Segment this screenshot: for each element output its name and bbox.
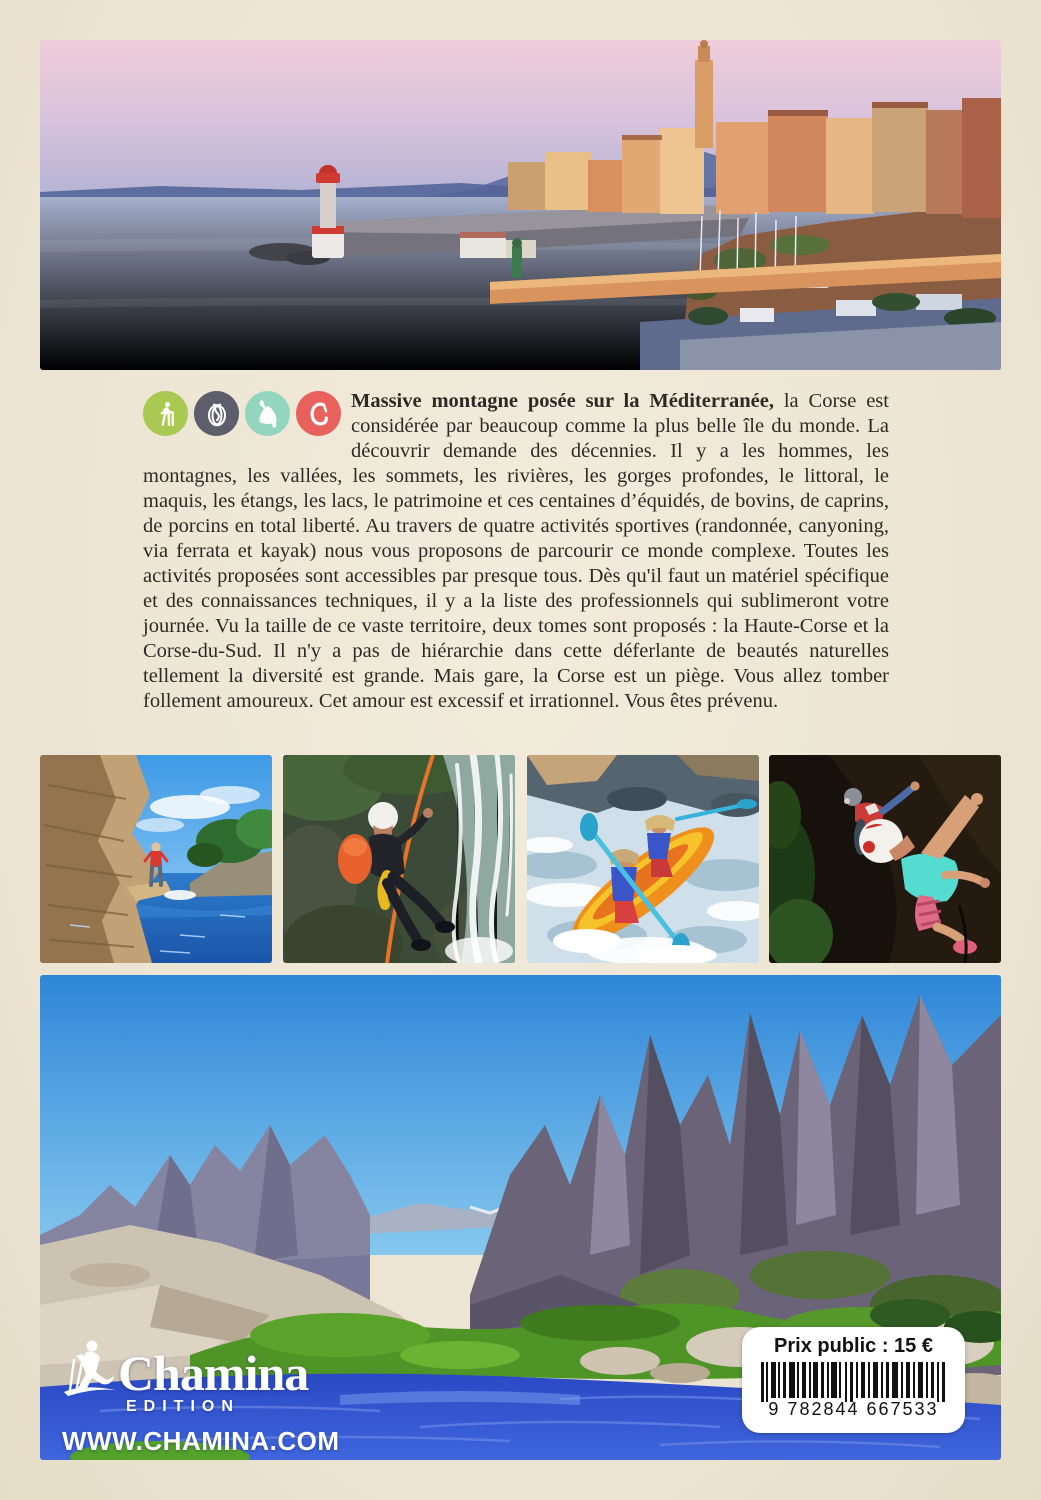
cover-photo-bastia-harbour — [40, 40, 1001, 370]
price-sticker — [742, 1327, 965, 1433]
photo-kayaking — [527, 755, 759, 963]
activity-icon-strip — [143, 391, 351, 443]
photo-rock-climbing — [769, 755, 1001, 963]
carabiner-icon — [296, 391, 341, 436]
logo-subtitle: EDITION — [126, 1398, 240, 1415]
intro-block — [143, 389, 889, 714]
photo-coastal-hiking — [40, 755, 272, 963]
barcode — [761, 1362, 947, 1402]
logo-title: Chamina — [118, 1345, 309, 1401]
price-label: Prix public : 15 € — [774, 1335, 933, 1357]
rock-climbing-scene — [769, 755, 1001, 963]
bastia-harbour-scene — [40, 40, 1001, 370]
chamina-logo-block — [62, 1338, 340, 1457]
kayak-icon — [245, 391, 290, 436]
intro-lead: Massive montagne posée sur la Méditerranée, — [351, 390, 774, 412]
hiker-logo-icon — [62, 1338, 118, 1396]
barcode-bars — [761, 1362, 947, 1402]
canyoning-scene — [283, 755, 515, 963]
photo-canyoning — [283, 755, 515, 963]
rope-icon — [194, 391, 239, 436]
barcode-digits: 9 782844 667533 — [768, 1399, 939, 1419]
coastal-hiking-scene — [40, 755, 272, 963]
website-url: WWW.CHAMINA.COM — [62, 1426, 340, 1456]
hiking-icon — [143, 391, 188, 436]
intro-body: la Corse est considérée par beaucoup comme la plus belle île du monde. La découvrir demande des décennies. Il y a les hommes, les montagnes, les vallées, les sommets, les rivières, les gorges profondes, le littoral, le maquis, les étangs, les lacs, le patrimoine et ces centaines d’équidés, de bovins, de caprins, de porcins en total liberté. Au travers de quatre activités sportives (randonnée, canyoning, via ferrata et kayak) nous vous proposons de parcourir ce monde complexe. Toutes les activités proposées sont accessibles par presque tous. Dès qu'il faut un matériel spécifique et des connaissances techniques, il y a la liste des professionnels qui sublimeront votre journée. Vu la taille de ce vaste territoire, deux tomes sont proposés : la Haute-Corse et la Corse-du-Sud. Il n'y a pas de hiérarchie dans cette déferlante de beautés naturelles tellement la diversité est grande. Mais gare, la Corse est un piège. Vous allez tomber follement amoureux. Cet amour est excessif et irrationnel. Vous êtes prévenu. — [143, 390, 889, 712]
kayaking-scene — [527, 755, 759, 963]
